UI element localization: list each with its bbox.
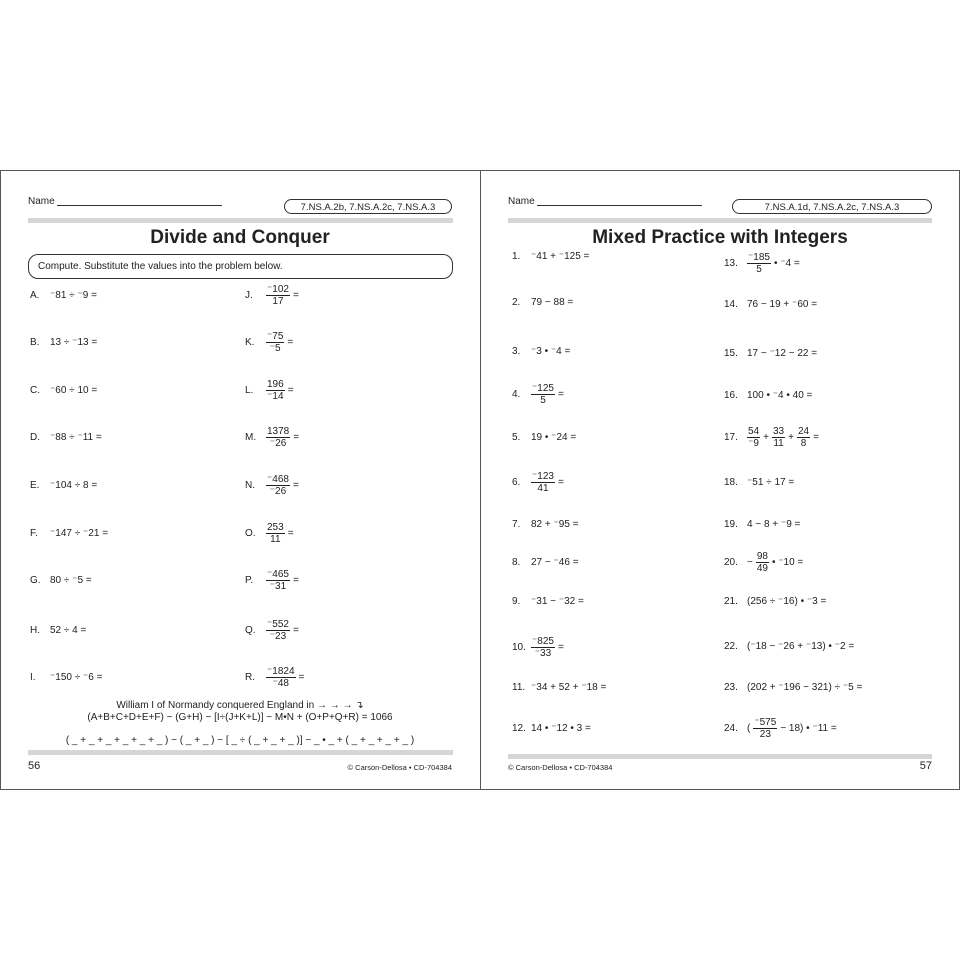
expression: (202 + ⁻196 − 321) ÷ ⁻5 = <box>747 681 863 693</box>
expression: ⁻41 + ⁻125 = <box>531 250 590 262</box>
denominator: 8 <box>800 437 807 449</box>
problem-label: R. <box>245 671 255 683</box>
problem-item <box>30 622 89 638</box>
problem-label: C. <box>30 384 40 396</box>
problem-item <box>245 521 297 545</box>
expression: (256 ÷ ⁻16) • ⁻3 = <box>747 595 827 607</box>
problem-item <box>512 554 582 570</box>
problem-item <box>30 477 100 493</box>
problem-item <box>245 618 302 642</box>
numerator: ⁻552 <box>267 618 289 630</box>
denominator: ⁻26 <box>269 437 287 449</box>
problem-item <box>724 251 803 275</box>
expression: = <box>557 641 564 653</box>
problem-label: F. <box>30 527 38 539</box>
expression: − 18) • ⁻11 = <box>780 722 837 734</box>
problem-label: G. <box>30 574 41 586</box>
denominator: ⁻9 <box>748 437 759 449</box>
fraction <box>747 426 760 449</box>
problem-item <box>245 425 302 449</box>
expression: 14 • ⁻12 • 3 = <box>531 722 591 734</box>
problem-item <box>512 382 567 406</box>
problem-label: J. <box>245 289 253 301</box>
standards-badge: 7.NS.A.2b, 7.NS.A.2c, 7.NS.A.3 <box>284 199 452 214</box>
problem-label: 14. <box>724 298 738 310</box>
fraction <box>266 284 290 307</box>
problem-item <box>724 425 822 449</box>
numerator: ⁻1824 <box>267 665 295 677</box>
expression: = <box>292 289 299 301</box>
numerator: 1378 <box>267 425 290 437</box>
name-line[interactable] <box>57 205 222 206</box>
problem-item <box>512 720 594 736</box>
problem-label: 10. <box>512 641 526 653</box>
numerator: 98 <box>756 550 768 562</box>
denominator: ⁻31 <box>269 580 287 592</box>
copyright: © Carson-Dellosa • CD-704384 <box>508 763 613 772</box>
problem-item <box>245 283 302 307</box>
fraction <box>266 522 285 545</box>
problem-item <box>245 330 296 354</box>
denominator: 41 <box>537 482 549 494</box>
expression: 80 ÷ ⁻5 = <box>50 574 92 586</box>
expression: ⁻34 + 52 + ⁻18 = <box>531 681 607 693</box>
problem-item <box>724 387 815 403</box>
problem-label: A. <box>30 289 40 301</box>
problem-label: 11. <box>512 681 526 693</box>
page-title: Divide and Conquer <box>150 227 330 248</box>
expression: ⁻51 ÷ 17 = <box>747 476 795 488</box>
problem-item <box>724 345 820 361</box>
problem-label: 13. <box>724 257 738 269</box>
problem-item <box>245 378 297 402</box>
name-label: Name <box>28 196 55 207</box>
expression: = <box>557 388 564 400</box>
problem-item <box>245 665 307 689</box>
problem-label: 16. <box>724 389 738 401</box>
problem-label: 23. <box>724 681 738 693</box>
problem-label: H. <box>30 624 40 636</box>
expression: ⁻150 ÷ ⁻6 = <box>50 671 103 683</box>
fraction <box>266 619 290 642</box>
problem-item <box>512 343 573 359</box>
problem-label: E. <box>30 479 40 491</box>
problem-label: 5. <box>512 431 521 443</box>
numerator: 196 <box>267 378 284 390</box>
page-number: 56 <box>28 760 41 772</box>
problem-label: 15. <box>724 347 738 359</box>
problem-label: 17. <box>724 431 738 443</box>
problem-item <box>512 294 576 310</box>
puzzle-blanks[interactable]: ( _ + _ + _ + _ + _ + _ ) − ( _ + _ ) − [ _ ÷ ( _ + _ + _ )] − _ • _ + ( _ + _ + _ + _ ) <box>65 735 415 746</box>
numerator: ⁻468 <box>267 473 289 485</box>
fraction <box>772 426 785 449</box>
fraction <box>531 636 555 659</box>
expression: = <box>292 574 299 586</box>
expression: ⁻81 ÷ ⁻9 = <box>50 289 97 301</box>
problem-item <box>245 473 302 497</box>
problem-item <box>512 679 609 695</box>
problem-item <box>724 638 857 654</box>
expression: 82 + ⁻95 = <box>531 518 579 530</box>
problem-label: M. <box>245 431 257 443</box>
denominator: 17 <box>272 295 284 307</box>
problem-label: 1. <box>512 250 521 262</box>
numerator: ⁻825 <box>532 635 554 647</box>
fraction <box>266 474 290 497</box>
expression: 76 − 19 + ⁻60 = <box>747 298 818 310</box>
standards-badge: 7.NS.A.1d, 7.NS.A.2c, 7.NS.A.3 <box>732 199 932 214</box>
footer-rule <box>28 750 453 755</box>
instructions-box: Compute. Substitute the values into the problem below. <box>28 254 453 279</box>
fraction <box>266 426 290 449</box>
puzzle-equation: (A+B+C+D+E+F) − (G+H) − [I÷(J+K+L)] − M•N + (O+P+Q+R) = 1066 <box>87 712 393 723</box>
expression: = <box>292 479 299 491</box>
expression: ⁻3 • ⁻4 = <box>531 345 571 357</box>
expression: 19 • ⁻24 = <box>531 431 577 443</box>
problem-label: 8. <box>512 556 521 568</box>
problem-item <box>512 635 567 659</box>
name-label: Name <box>508 196 535 207</box>
denominator: ⁻26 <box>269 485 287 497</box>
problem-item <box>724 593 829 609</box>
problem-item <box>30 429 105 445</box>
numerator: ⁻575 <box>754 716 777 728</box>
expression: 52 ÷ 4 = <box>50 624 87 636</box>
expression: ⁻88 ÷ ⁻11 = <box>50 431 102 443</box>
problem-label: O. <box>245 527 256 539</box>
puzzle-text: William I of Normandy conquered England in → → → ↴ <box>116 700 364 711</box>
problem-label: 18. <box>724 476 738 488</box>
expression: = <box>813 431 819 443</box>
problem-item <box>512 516 582 532</box>
problem-label: 24. <box>724 722 738 734</box>
problem-item <box>724 716 840 740</box>
problem-item <box>724 550 806 574</box>
numerator: 253 <box>267 521 284 533</box>
denominator: 5 <box>756 263 762 275</box>
fraction <box>753 717 777 740</box>
expression: 79 − 88 = <box>531 296 574 308</box>
header-rule <box>508 218 932 223</box>
problem-label: I. <box>30 671 36 683</box>
expression: − <box>747 556 753 568</box>
expression: = <box>293 431 300 443</box>
fraction <box>266 569 290 592</box>
problem-label: 3. <box>512 345 521 357</box>
problem-item <box>30 669 105 685</box>
denominator: 5 <box>540 394 546 406</box>
problem-label: K. <box>245 336 255 348</box>
fraction <box>797 426 810 449</box>
denominator: 11 <box>773 437 784 449</box>
problem-label: 6. <box>512 476 521 488</box>
footer-rule <box>508 754 932 759</box>
problem-label: 22. <box>724 640 738 652</box>
expression: = <box>287 336 294 348</box>
numerator: ⁻102 <box>267 283 289 295</box>
problem-label: 2. <box>512 296 521 308</box>
expression: ⁻147 ÷ ⁻21 = <box>50 527 109 539</box>
expression: + <box>788 431 794 443</box>
problem-item <box>512 470 567 494</box>
denominator: ⁻48 <box>272 677 289 689</box>
problem-item <box>724 516 803 532</box>
problem-label: D. <box>30 431 40 443</box>
numerator: 33 <box>772 425 785 437</box>
expression: (⁻18 − ⁻26 + ⁻13) • ⁻2 = <box>747 640 855 652</box>
problem-label: 7. <box>512 518 521 530</box>
expression: + <box>763 431 769 443</box>
expression: 17 − ⁻12 − 22 = <box>747 347 818 359</box>
problem-label: 4. <box>512 388 521 400</box>
problem-label: 9. <box>512 595 521 607</box>
expression: ⁻31 − ⁻32 = <box>531 595 584 607</box>
problem-item <box>30 572 95 588</box>
problem-item <box>245 568 302 592</box>
expression: = <box>557 476 564 488</box>
expression: ( <box>747 722 751 734</box>
problem-item <box>512 593 587 609</box>
problem-item <box>512 429 579 445</box>
problem-label: B. <box>30 336 40 348</box>
problem-item <box>724 296 820 312</box>
denominator: ⁻14 <box>267 390 284 402</box>
page-number: 57 <box>919 760 932 772</box>
expression: = <box>287 527 294 539</box>
problem-label: 12. <box>512 722 526 734</box>
denominator: 11 <box>270 533 281 545</box>
numerator: ⁻185 <box>748 251 770 263</box>
problem-label: L. <box>245 384 254 396</box>
problem-label: 19. <box>724 518 738 530</box>
expression: 100 • ⁻4 • 40 = <box>747 389 813 401</box>
numerator: ⁻465 <box>267 568 289 580</box>
problem-label: P. <box>245 574 254 586</box>
problem-label: N. <box>245 479 255 491</box>
problem-item <box>724 474 797 490</box>
expression: = <box>298 671 305 683</box>
denominator: 23 <box>759 728 771 740</box>
fraction <box>266 331 284 354</box>
page-title: Mixed Practice with Integers <box>592 227 848 248</box>
numerator: ⁻125 <box>532 382 554 394</box>
numerator: ⁻123 <box>532 470 554 482</box>
expression: • ⁻10 = <box>771 556 804 568</box>
copyright: © Carson-Dellosa • CD-704384 <box>347 763 452 772</box>
fraction <box>266 379 285 402</box>
problem-item <box>30 382 100 398</box>
expression: 4 − 8 + ⁻9 = <box>747 518 801 530</box>
numerator: 54 <box>748 425 760 437</box>
denominator: 49 <box>756 562 768 574</box>
fraction <box>266 666 296 689</box>
problem-item <box>724 679 865 695</box>
expression: = <box>292 624 299 636</box>
numerator: ⁻75 <box>267 330 284 342</box>
problem-label: 21. <box>724 595 738 607</box>
problem-item <box>512 248 592 264</box>
expression: ⁻104 ÷ 8 = <box>50 479 98 491</box>
denominator: ⁻23 <box>269 630 287 642</box>
problem-item <box>30 287 100 303</box>
problem-item <box>30 334 100 350</box>
denominator: ⁻33 <box>534 647 552 659</box>
expression: = <box>287 384 294 396</box>
expression: ⁻60 ÷ 10 = <box>50 384 98 396</box>
fraction <box>531 471 555 494</box>
problem-label: Q. <box>245 624 256 636</box>
fraction <box>747 252 771 275</box>
problem-item <box>30 525 111 541</box>
expression: • ⁻4 = <box>773 257 800 269</box>
header-rule <box>28 218 453 223</box>
numerator: 24 <box>797 425 810 437</box>
fraction <box>756 551 769 574</box>
name-line[interactable] <box>537 205 702 206</box>
denominator: ⁻5 <box>269 342 281 354</box>
expression: 13 ÷ ⁻13 = <box>50 336 98 348</box>
fraction <box>531 383 555 406</box>
expression: 27 − ⁻46 = <box>531 556 579 568</box>
problem-label: 20. <box>724 556 738 568</box>
